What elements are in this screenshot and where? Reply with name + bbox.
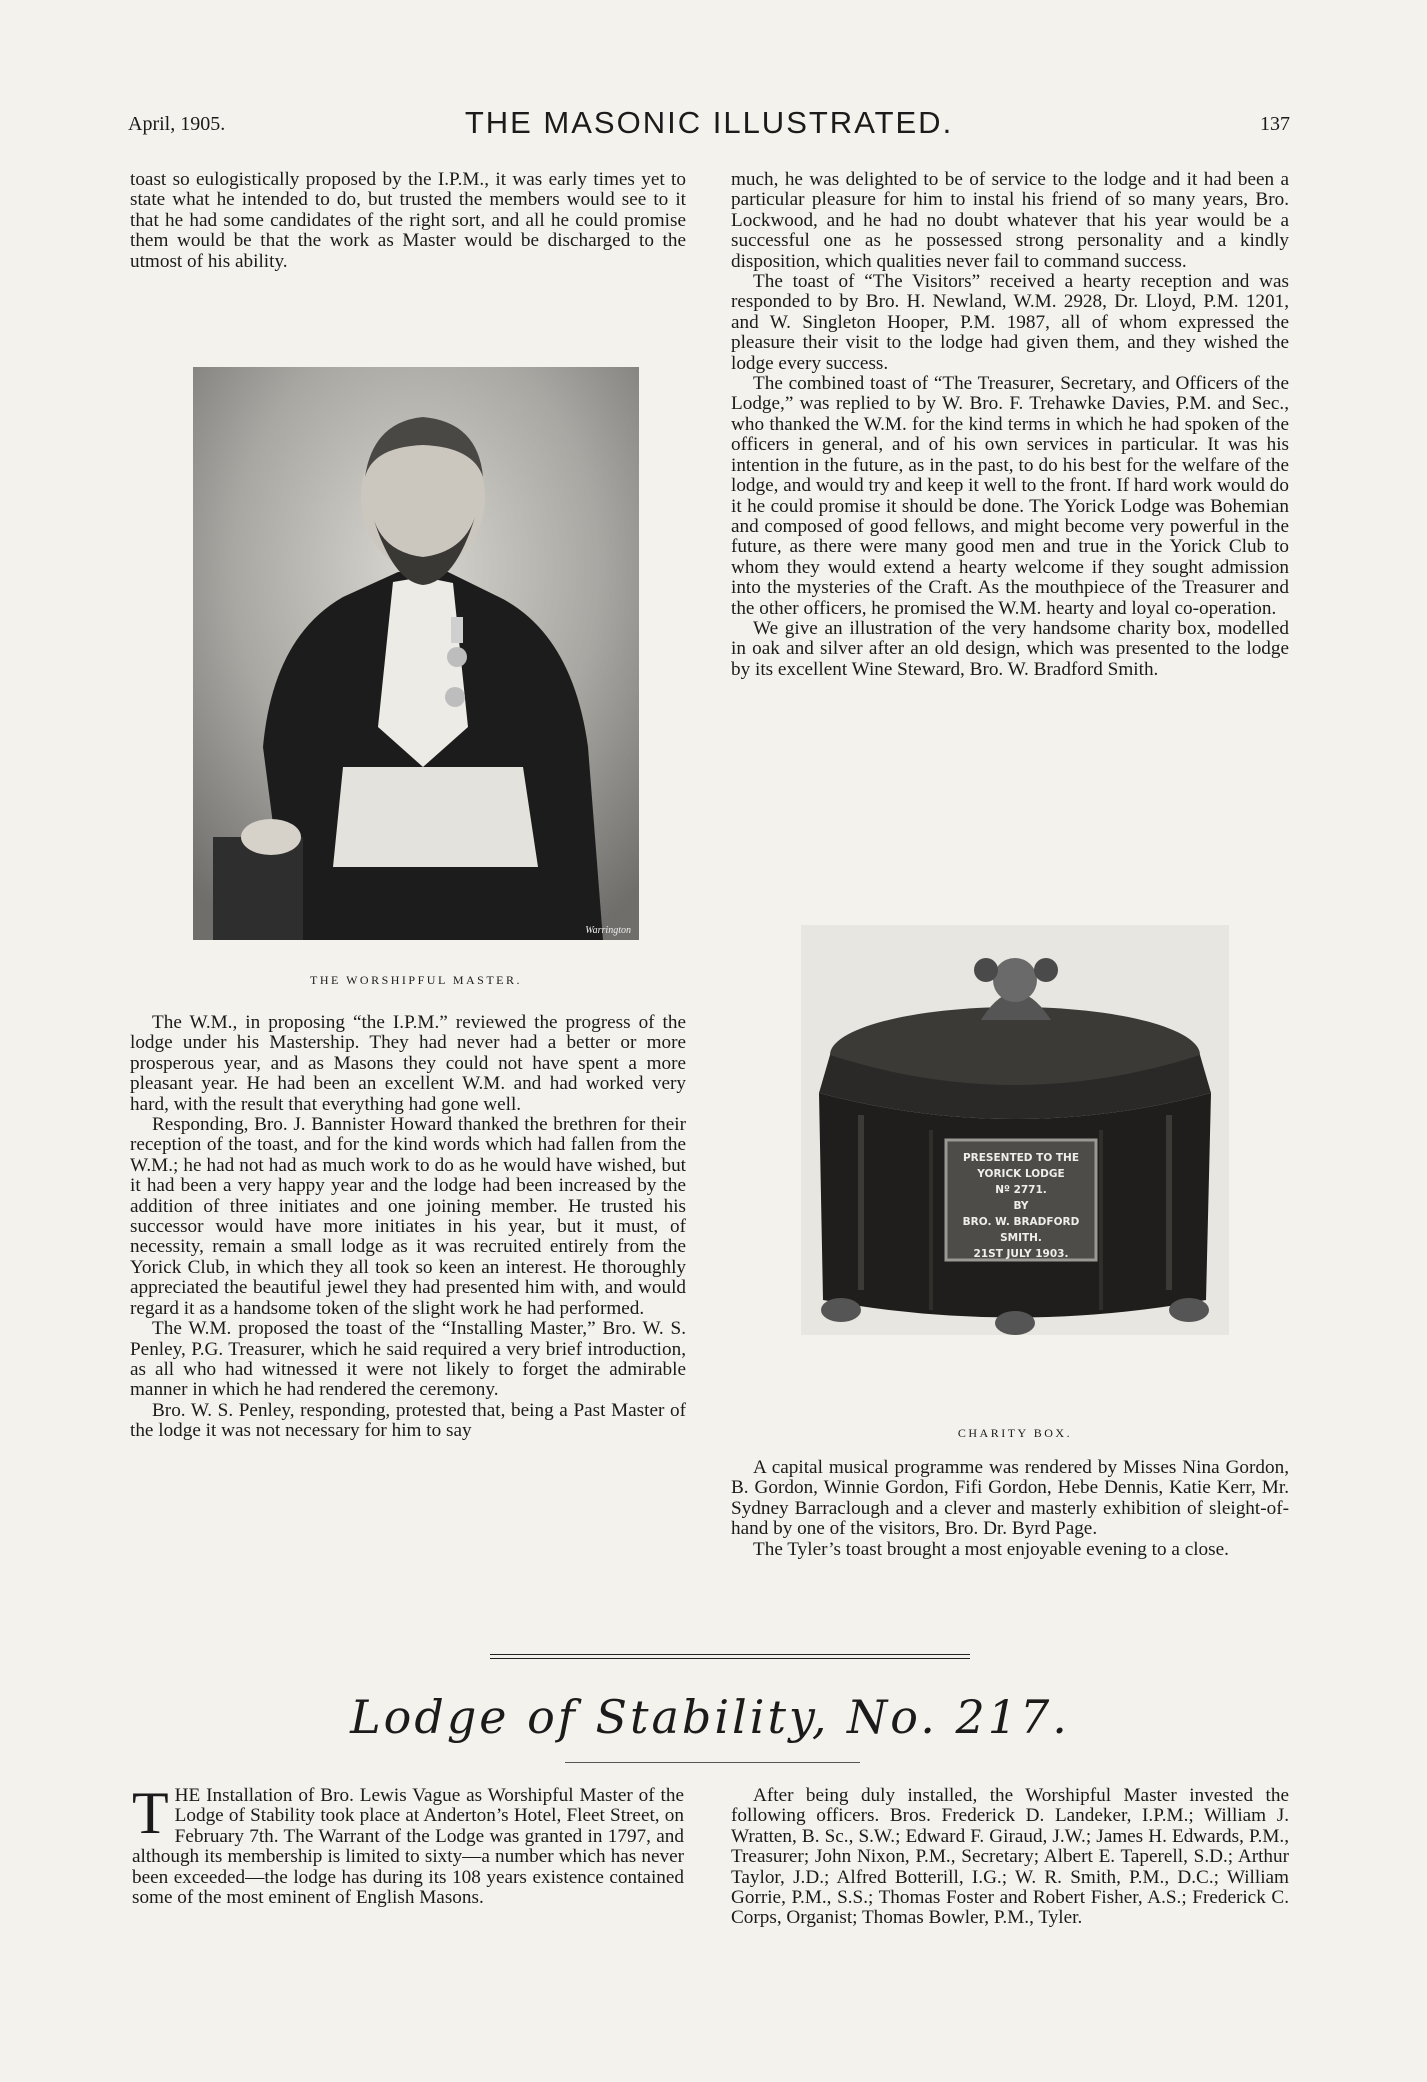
worshipful-master-caption: THE WORSHIPFUL MASTER.: [309, 973, 522, 987]
section-divider: [490, 1658, 970, 1659]
paragraph: The W.M., in proposing “the I.P.M.” reviewed the progress of the lodge under his Mastership. They had never had a better or more prosperous year, and as Masons they could not have spent a more pleasant year. He had been an excellent W.M. and had worked very hard, with the result that everything had gone well.: [130, 1012, 686, 1115]
issue-date: April, 1905.: [128, 113, 226, 135]
section-title: Lodge of Stability, No. 217.: [350, 1690, 1070, 1744]
plaque-line: 21ST JULY 1903.: [973, 1248, 1069, 1260]
stability-left-column: [132, 1780, 684, 1909]
plaque-line: BY: [1013, 1200, 1029, 1212]
paragraph: We give an illustration of the very handsome charity box, modelled in oak and silver after an old design, which was presented to the lodge by its excellent Wine Steward, Bro. W. Bradford Smith.: [731, 617, 1289, 680]
paragraph: The Tyler’s toast brought a most enjoyable evening to a close.: [753, 1538, 1229, 1560]
worshipful-master-photo: [193, 367, 639, 940]
charity-box-photo: [801, 925, 1229, 1335]
left-column-bottom: [130, 1013, 686, 1442]
section-divider: [490, 1654, 970, 1655]
paragraph: Responding, Bro. J. Bannister Howard thanked the brethren for their reception of the toast, and for the kind words which had fallen from the W.M.; he had not had as much work to do as he would have wished, but it had been a very happy year and the lodge had been increased by the addition of three initiates and one joining member. He trusted his successor would have more initiates in his year, but it must, of necessity, remain a small lodge as it was recruited entirely from the Yorick Club, in which they all took so keen an interest. He thoroughly appreciated the beautiful jewel they had presented him with, and would regard it as a handsome token of the slight work he had performed.: [130, 1114, 686, 1319]
paragraph: After being duly installed, the Worshipful Master invested the following officers. Bros. Frederick D. Landeker, I.P.M.; William J. Wratten, B. Sc., S.W.; Edward F. Giraud, J.W.; James H. Edwards, P.M., Treasurer; John Nixon, P.M., Secretary; Albert E. Taperell, S.D.; Arthur Taylor, J.D.; Alfred Botterill, I.G.; W. R. Smith, P.M., D.C.; William Gorrie, P.M., S.S.; Thomas Foster and Robert Fisher, A.S.; Frederick C. Corps, Organist; Thomas Bowler, P.M., Tyler.: [731, 1785, 1289, 1929]
plaque-line: Nº 2771.: [995, 1184, 1047, 1196]
stability-right-column: [731, 1786, 1289, 1929]
right-column-bottom: [731, 1458, 1289, 1560]
page-header: [128, 105, 1290, 145]
drop-cap: T: [132, 1780, 169, 1846]
plaque-line: PRESENTED TO THE: [962, 1152, 1080, 1164]
plaque-line: BRO. W. BRADFORD SMITH.: [962, 1216, 1080, 1244]
charity-box-illustration: [801, 925, 1229, 1335]
paragraph: much, he was delighted to be of service to the lodge and it had been a particular pleasure for him to instal his friend of so many years, Bro. Lockwood, and he had no doubt whatever that his year would be a successful one as he possessed strong personality and a kindly disposition, which qualities never fail to command success.: [731, 169, 1289, 272]
left-column-top: [130, 170, 686, 272]
paragraph: The combined toast of “The Treasurer, Secretary, and Officers of the Lodge,” was replied to by W. Bro. F. Trehawke Davies, P.M. and Sec., who thanked the W.M. for the kind terms in which he had spoken of the officers in general, and of his own services in particular. It was his intention in the future, as in the past, to do his best for the welfare of the lodge, and would try and keep it well to the front. If hard work would do it he could promise it should be done. The Yorick Lodge was Bohemian and composed of good fellows, and might become very powerful in the future, as there were many good men and true in the Yorick Club to whom they would extend a hearty welcome if they sought admission into the mysteries of the Craft. As the mouthpiece of the Treasurer and the other officers, he promised the W.M. hearty and loyal co-operation.: [731, 373, 1289, 619]
page-number: 137: [1260, 113, 1290, 135]
charity-box-caption: CHARITY BOX.: [957, 1426, 1073, 1440]
right-column-top: [731, 170, 1289, 680]
section-underline: [565, 1762, 860, 1763]
paragraph: The W.M. proposed the toast of the “Installing Master,” Bro. W. S. Penley, P.G. Treasurer, which he said required a very brief introduction, as all who had witnessed it were not likely to forget the admirable manner in which he had rendered the ceremony.: [130, 1318, 686, 1401]
plaque-line: YORICK LODGE: [977, 1168, 1065, 1180]
paragraph: A capital musical programme was rendered by Misses Nina Gordon, B. Gordon, Winnie Gordon, Fifi Gordon, Hebe Dennis, Katie Kerr, Mr. Sydney Barraclough and a clever and masterly exhibition of sleight-of-hand by one of the visitors, Bro. Dr. Byrd Page.: [731, 1457, 1289, 1540]
paragraph: The toast of “The Visitors” received a hearty reception and was responded to by Bro. H. Newland, W.M. 2928, Dr. Lloyd, P.M. 1201, and W. Singleton Hooper, P.M. 1987, all of whom expressed the pleasure their visit to the lodge had given them, and they wished the lodge every success.: [731, 271, 1289, 374]
photographer-signature: Warrington: [585, 925, 631, 936]
masthead-title: THE MASONIC ILLUSTRATED.: [464, 105, 954, 140]
paragraph: Bro. W. S. Penley, responding, protested that, being a Past Master of the lodge it was not necessary for him to say: [130, 1399, 686, 1442]
paragraph: HE Installation of Bro. Lewis Vague as Worshipful Master of the Lodge of Stability took place at Anderton’s Hotel, Fleet Street, on February 7th. The Warrant of the Lodge was granted in 1797, and although its membership is limited to sixty—a number which has never been exceeded—the lodge has during its 108 years existence contained some of the most eminent of English Masons.: [132, 1785, 684, 1909]
paragraph: toast so eulogistically proposed by the I.P.M., it was early times yet to state what he intended to do, but trusted the members would see to it that he had some candidates of the right sort, and all he could promise them would be that the work as Master would be discharged to the utmost of his ability.: [130, 169, 686, 272]
plaque-inscription: [946, 1150, 1096, 1262]
portrait-illustration: [193, 367, 639, 940]
